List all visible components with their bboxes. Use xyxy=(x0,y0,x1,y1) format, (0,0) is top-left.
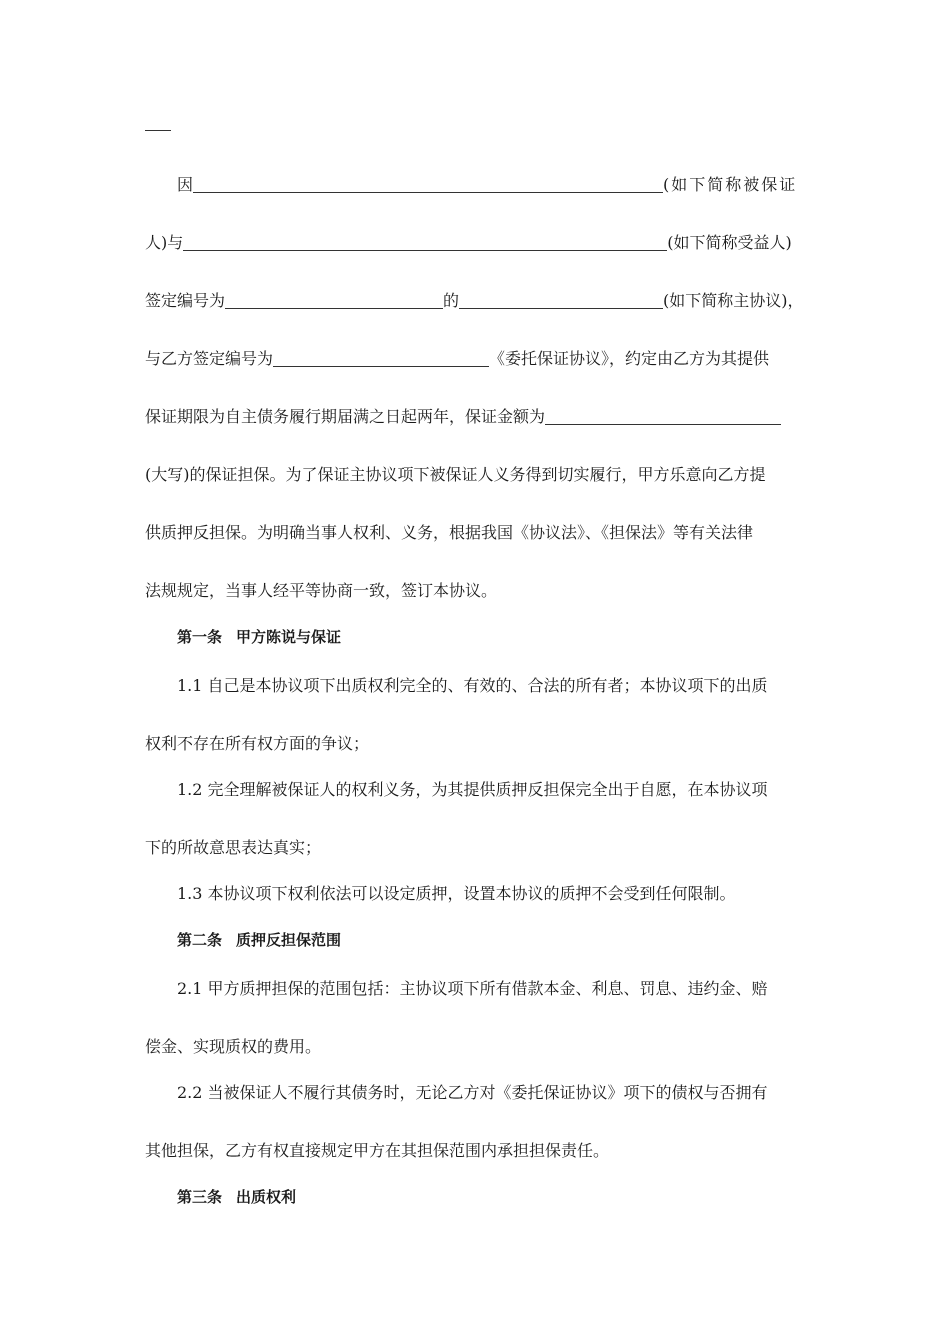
clause-2-1-line-1 xyxy=(177,978,817,1000)
blank-field-main-agreement-number[interactable] xyxy=(225,292,443,309)
text: 供质押反担保。为明确当事人权利、义务，根据我国《协议法》、《担保法》等有关法律 xyxy=(145,523,754,542)
text: 权利不存在所有权方面的争议； xyxy=(145,734,370,753)
text: 2.2 当被保证人不履行其债务时，无论乙方对《委托保证协议》项下的债权与否拥有 xyxy=(177,1083,768,1102)
blank-field-guaranteed-party[interactable] xyxy=(193,176,663,193)
preamble-line-2 xyxy=(145,232,807,254)
preamble-line-4 xyxy=(145,348,807,370)
text: 2.1 甲方质押担保的范围包括：主协议项下所有借款本金、利息、罚息、违约金、赔 xyxy=(177,979,768,998)
article-number: 第二条 xyxy=(177,931,223,949)
article-title: 质押反担保范围 xyxy=(236,931,342,949)
text: 1.1 自己是本协议项下出质权利完全的、有效的、合法的所有者；本协议项下的出质 xyxy=(177,676,768,695)
text: 与乙方签定编号为 xyxy=(145,349,274,368)
clause-1-2-line-1 xyxy=(177,779,817,801)
header-rule xyxy=(145,130,171,131)
text: (如下简称主协议)， xyxy=(663,291,804,310)
clause-1-2-line-2 xyxy=(145,837,815,859)
preamble-line-6 xyxy=(145,464,807,486)
text: (大写)的保证担保。为了保证主协议项下被保证人义务得到切实履行，甲方乐意向乙方提 xyxy=(145,465,766,484)
blank-field-entrust-agreement-number[interactable] xyxy=(273,350,489,367)
text: 人)与 xyxy=(145,233,184,252)
clause-2-2-line-1 xyxy=(177,1082,817,1104)
text: 其他担保，乙方有权直接规定甲方在其担保范围内承担担保责任。 xyxy=(145,1141,610,1160)
blank-field-main-agreement-name[interactable] xyxy=(459,292,663,309)
preamble-line-1 xyxy=(177,174,807,196)
text: 法规规定，当事人经平等协商一致，签订本协议。 xyxy=(145,581,498,600)
text: 1.2 完全理解被保证人的权利义务，为其提供质押反担保完全出于自愿，在本协议项 xyxy=(177,780,768,799)
article-number: 第一条 xyxy=(177,628,223,646)
preamble-line-3 xyxy=(145,290,807,312)
clause-1-1-line-2 xyxy=(145,733,815,755)
text: 1.3 本协议项下权利依法可以设定质押，设置本协议的质押不会受到任何限制。 xyxy=(177,884,736,903)
preamble-line-7 xyxy=(145,522,807,544)
text: 的 xyxy=(443,291,460,310)
clause-2-1-line-2 xyxy=(145,1036,815,1058)
article-1-heading xyxy=(177,626,817,648)
text: 偿金、实现质权的费用。 xyxy=(145,1037,322,1056)
preamble-line-8 xyxy=(145,580,815,602)
clause-1-1-line-1 xyxy=(177,675,817,697)
clause-2-2-line-2 xyxy=(145,1140,815,1162)
blank-field-beneficiary[interactable] xyxy=(183,234,667,251)
text: 签定编号为 xyxy=(145,291,226,310)
blank-field-guarantee-amount[interactable] xyxy=(545,408,781,425)
text: 下的所故意思表达真实； xyxy=(145,838,322,857)
article-title: 出质权利 xyxy=(236,1188,297,1206)
article-number: 第三条 xyxy=(177,1188,223,1206)
text: (如下简称受益人) xyxy=(667,233,792,252)
article-2-heading xyxy=(177,929,817,951)
article-title: 甲方陈说与保证 xyxy=(236,628,342,646)
article-3-heading xyxy=(177,1186,817,1208)
text: 《委托保证协议》，约定由乙方为其提供 xyxy=(489,349,770,368)
clause-1-3 xyxy=(177,883,817,905)
text: 保证期限为自主债务履行期届满之日起两年，保证金额为 xyxy=(145,407,546,426)
text: 因 xyxy=(177,175,194,194)
text: (如下简称被保证 xyxy=(663,175,798,194)
preamble-line-5 xyxy=(145,406,807,428)
